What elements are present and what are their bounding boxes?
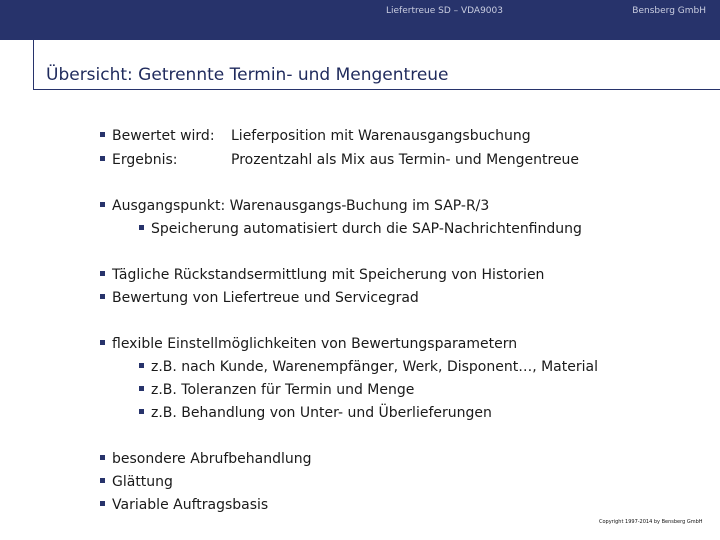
list-item	[100, 266, 544, 284]
list-item-text: flexible Einstellmöglichkeiten von Bewertungsparametern	[112, 336, 518, 352]
list-item	[100, 127, 531, 145]
header-title: Liefertreue SD – VDA9003	[386, 6, 503, 16]
bullet-icon	[100, 132, 105, 137]
bullet-icon	[100, 271, 105, 276]
row-label: Bewertet wird:	[112, 128, 215, 144]
bullet-icon	[100, 202, 105, 207]
sub-list-item-text: z.B. Behandlung von Unter- und Überlieferungen	[151, 405, 492, 421]
header-company: Bensberg GmbH	[632, 6, 706, 16]
list-item	[100, 473, 173, 491]
row-value: Prozentzahl als Mix aus Termin- und Mengentreue	[231, 152, 580, 168]
list-item-text: besondere Abrufbehandlung	[112, 451, 312, 467]
list-item-text: Variable Auftragsbasis	[112, 497, 269, 513]
list-item-text: Ausgangspunkt: Warenausgangs-Buchung im SAP-R/3	[112, 198, 490, 214]
sub-list-item-text: z.B. Toleranzen für Termin und Menge	[151, 382, 415, 398]
list-item	[100, 289, 419, 307]
sub-list-item	[139, 358, 598, 376]
bullet-icon	[100, 156, 105, 161]
sub-list-item-text: z.B. nach Kunde, Warenempfänger, Werk, Disponent…, Material	[151, 359, 598, 375]
footer-copyright: Copyright 1997-2014 by Bensberg GmbH	[599, 519, 703, 525]
list-item	[100, 151, 580, 169]
bullet-icon	[139, 363, 144, 368]
bullet-icon	[100, 294, 105, 299]
row-label: Ergebnis:	[112, 152, 178, 168]
list-item-text: Glättung	[112, 474, 173, 490]
bullet-icon	[100, 478, 105, 483]
bullet-icon	[139, 409, 144, 414]
page-title: Übersicht: Getrennte Termin- und Mengentreue	[46, 65, 449, 85]
list-item	[100, 450, 312, 468]
list-item-text: Bewertung von Liefertreue und Servicegrad	[112, 290, 419, 306]
bullet-icon	[139, 386, 144, 391]
list-item-text: Tägliche Rückstandsermittlung mit Speicherung von Historien	[112, 267, 545, 283]
bullet-icon	[100, 340, 105, 345]
bullet-icon	[100, 455, 105, 460]
frame-vertical-rule	[33, 18, 34, 90]
sub-list-item	[139, 404, 492, 422]
sub-list-item	[139, 381, 414, 399]
list-item	[100, 335, 517, 353]
sub-list-item	[139, 220, 582, 238]
bullet-icon	[139, 225, 144, 230]
sub-list-item-text: Speicherung automatisiert durch die SAP-Nachrichtenfindung	[151, 221, 582, 237]
list-item	[100, 197, 489, 215]
bullet-icon	[100, 501, 105, 506]
list-item	[100, 496, 268, 514]
frame-horizontal-rule	[33, 89, 720, 90]
header-bar	[0, 0, 720, 40]
row-value: Lieferposition mit Warenausgangsbuchung	[231, 128, 531, 144]
